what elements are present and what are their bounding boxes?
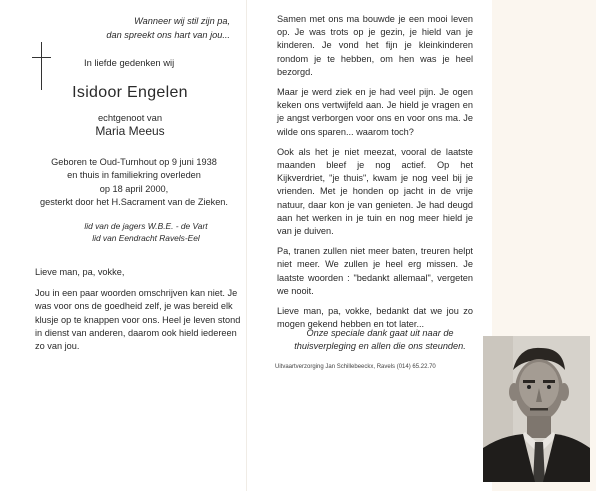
- tribute-paragraph: Jou in een paar woorden omschrijven kan niet. Je was voor ons de goedheid zelf, je was bereid elk klusje op te knappen voor ons. Heel je leven stond in dienst van anderen, daarom ook hield iedereen zo van jou.: [35, 288, 241, 352]
- tribute-paragraph-1: Samen met ons ma bouwde je een mooi leven op. Je was trots op je gezin, je hield van je kinderen. Je vond het fijn je kleinkinderen rondom je te hebben, om hen was je heel bezorgd.: [277, 14, 473, 77]
- death-line: en thuis in familiekring overleden: [67, 170, 201, 181]
- motto: [60, 14, 230, 42]
- sacrament-line: gesterkt door het H.Sacrament van de Zieken.: [40, 196, 228, 207]
- tribute-paragraph-4: Pa, tranen zullen niet meer baten, treuren helpt niet meer. We zullen je heel erg missen. Je laatste woorden : "bedankt allemaal", vergeten we nooit.: [277, 246, 473, 296]
- tribute-paragraph-3: Ook als het je niet meezat, vooral de laatste maanden bleef je nog actief. Op het Kijkverdriet, "je thuis", kwam je nog veel bij je vrienden. Met je honden op jacht in de vrije natuur, daar kon je van genieten. Je had deugd aan het werken in je tuin en nog meer hield je van je duiven.: [277, 146, 473, 237]
- birth-line: Geboren te Oud-Turnhout op 9 juni 1938: [51, 157, 217, 167]
- motto-line-1: Wanneer wij stil zijn pa,: [134, 16, 230, 26]
- right-tribute-text: [277, 13, 473, 338]
- birth-death-info: [30, 156, 238, 209]
- tribute-paragraph-5: Lieve man, pa, vokke, bedankt dat we jou zo mogen gekend hebben en tot later...: [277, 306, 473, 330]
- memberships: [56, 220, 236, 244]
- thanks-note: [285, 327, 475, 354]
- membership-1: lid van de jagers W.B.E. - de Vart: [84, 221, 208, 231]
- thanks-line-2: thuisverpleging en allen die ons steunden.: [294, 341, 466, 352]
- left-tribute-text: [35, 266, 245, 361]
- fold-line: [246, 0, 247, 491]
- thanks-line-1: Onze speciale dank gaat uit naar de: [306, 328, 454, 338]
- deceased-name: Isidoor Engelen: [72, 84, 188, 101]
- spouse-label: echtgenoot van: [97, 112, 163, 123]
- cross-icon: [41, 42, 42, 90]
- funeral-director-imprint: Uitvaartverzorging Jan Schillebeeckx, Ravels (014) 65.22.70: [275, 364, 436, 370]
- spouse-name: Maria Meeus: [95, 124, 165, 138]
- cross-icon-bar: [32, 57, 51, 58]
- death-date: op 18 april 2000,: [99, 183, 169, 194]
- intro-text: In liefde gedenken wij: [84, 57, 175, 68]
- motto-line-2: dan spreekt ons hart van jou...: [106, 30, 230, 40]
- portrait-image: [483, 336, 590, 482]
- salutation: Lieve man, pa, vokke,: [35, 267, 125, 277]
- membership-2: lid van Eendracht Ravels-Eel: [92, 233, 200, 243]
- portrait-photo: [483, 336, 590, 482]
- tribute-paragraph-2: Maar je werd ziek en je had veel pijn. Je ogen keken ons vertwijfeld aan. Je hield je vragen en je angst verborgen voor ons en voor ons ma. Je wilde ons sparen... waarom toch?: [277, 87, 473, 137]
